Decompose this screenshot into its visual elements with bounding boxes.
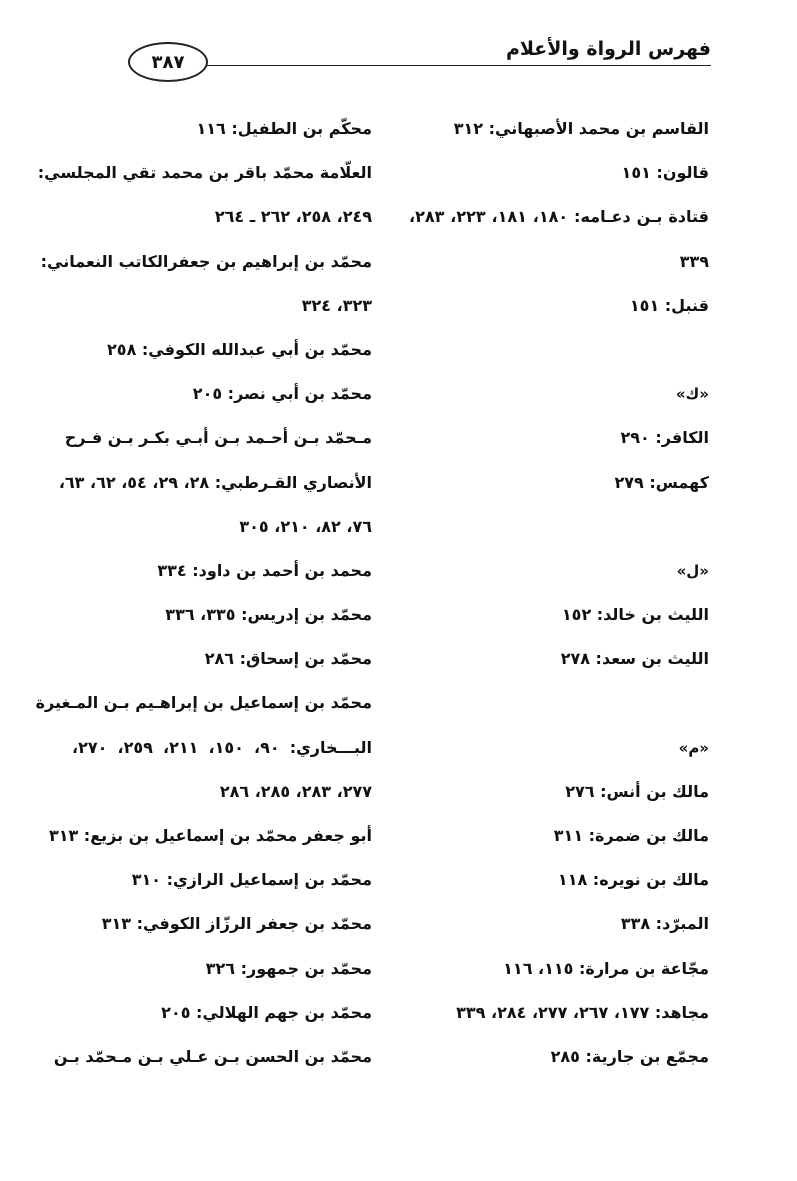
page-number: ٣٨٧: [128, 42, 208, 82]
index-column-right: [409, 107, 709, 1079]
index-entry: محكّم بن الطفيل: ١١٦: [196, 119, 372, 138]
index-entry: الأنصاري القـرطبي: ٢٨، ٢٩، ٥٤، ٦٢، ٦٣،: [58, 472, 372, 492]
index-entry: ٢٤٩، ٢٥٨، ٢٦٢ ـ ٢٦٤: [214, 207, 372, 227]
index-entry: مالك بن أنس: ٢٧٦: [565, 781, 709, 801]
index-entry: محمّد بن جمهور: ٣٢٦: [205, 958, 372, 978]
index-column-left: [35, 107, 372, 1079]
section-heading: «ك»: [675, 385, 709, 404]
index-entry: مالك بن ضمرة: ٣١١: [553, 826, 709, 845]
index-entry: قتادة بـن دعـامه: ١٨٠، ١٨١، ٢٢٣، ٢٨٣،: [409, 207, 709, 227]
blank-line: [409, 328, 709, 372]
index-entry: محمّد بن إسماعيل الرازي: ٣١٠: [131, 870, 372, 890]
index-entry: قالون: ١٥١: [621, 163, 709, 183]
blank-line: [409, 681, 709, 725]
index-entry: مالك بن نويره: ١١٨: [557, 870, 709, 890]
header-rule: [172, 65, 711, 66]
index-entry: محمّد بن أبي عبدالله الكوفي: ٢٥٨: [107, 339, 372, 359]
index-entry: محمّد بن إبراهيم بن جعفرالكاتب النعماني:: [40, 251, 372, 271]
index-entry: محمّد بن جهم الهلالي: ٢٠٥: [161, 1002, 372, 1022]
index-entry: مجّاعة بن مرارة: ١١٥، ١١٦: [503, 958, 709, 978]
index-entry: العلّامة محمّد باقر بن محمد تقي المجلسي:: [37, 163, 372, 183]
section-heading: «م»: [678, 738, 709, 757]
index-entry: ٢٧٧، ٢٨٣، ٢٨٥، ٢٨٦: [219, 781, 372, 801]
index-entry: قنبل: ١٥١: [629, 295, 709, 315]
index-entry: محمد بن أحمد بن داود: ٣٣٤: [157, 560, 372, 580]
index-entry: محمّد بن الحسن بـن عـلي بـن مـحمّد بـن: [53, 1046, 372, 1066]
index-entry: البـــخاري: ٩٠، ١٥٠، ٢١١، ٢٥٩، ٢٧٠،: [72, 737, 372, 757]
index-entry: القاسم بن محمد الأصبهاني: ٣١٢: [453, 119, 709, 138]
index-entry: محمّد بن إسماعيل بن إبراهـيم بـن المـغيرة: [35, 693, 372, 713]
page-header: [88, 38, 711, 73]
index-entry: محمّد بن إدريس: ٣٣٥، ٣٣٦: [165, 605, 372, 625]
index-entry: الكافر: ٢٩٠: [620, 428, 709, 448]
index-entry: الليث بن خالد: ١٥٢: [561, 605, 709, 625]
blank-line: [409, 505, 709, 549]
section-heading: «ل»: [676, 561, 709, 580]
index-entry: أبو جعفر محمّد بن إسماعيل بن بزيع: ٣١٣: [48, 826, 372, 845]
index-entry: مـحمّد بـن أحـمد بـن أبـي بكـر بـن فـرح: [64, 428, 372, 448]
index-entry: محمّد بن جعفر الرزّاز الكوفي: ٣١٣: [101, 914, 372, 934]
index-entry: مجاهد: ١٧٧، ٢٦٧، ٢٧٧، ٢٨٤، ٣٣٩: [456, 1002, 709, 1022]
index-entry: ٧٦، ٨٢، ٢١٠، ٣٠٥: [239, 516, 372, 536]
index-entry: مجمّع بن جارية: ٢٨٥: [550, 1046, 709, 1066]
index-entry: ٣٢٣، ٣٢٤: [301, 295, 372, 315]
running-title: فهرس الرواة والأعلام: [505, 38, 711, 60]
index-entry: المبرّد: ٣٣٨: [620, 914, 709, 934]
index-entry: محمّد بن أبي نصر: ٢٠٥: [192, 384, 372, 404]
index-entry: الليث بن سعد: ٢٧٨: [560, 649, 709, 669]
index-entry: محمّد بن إسحاق: ٢٨٦: [204, 649, 372, 669]
index-entry: ٣٣٩: [679, 251, 709, 271]
index-entry: كهمس: ٢٧٩: [614, 472, 709, 492]
